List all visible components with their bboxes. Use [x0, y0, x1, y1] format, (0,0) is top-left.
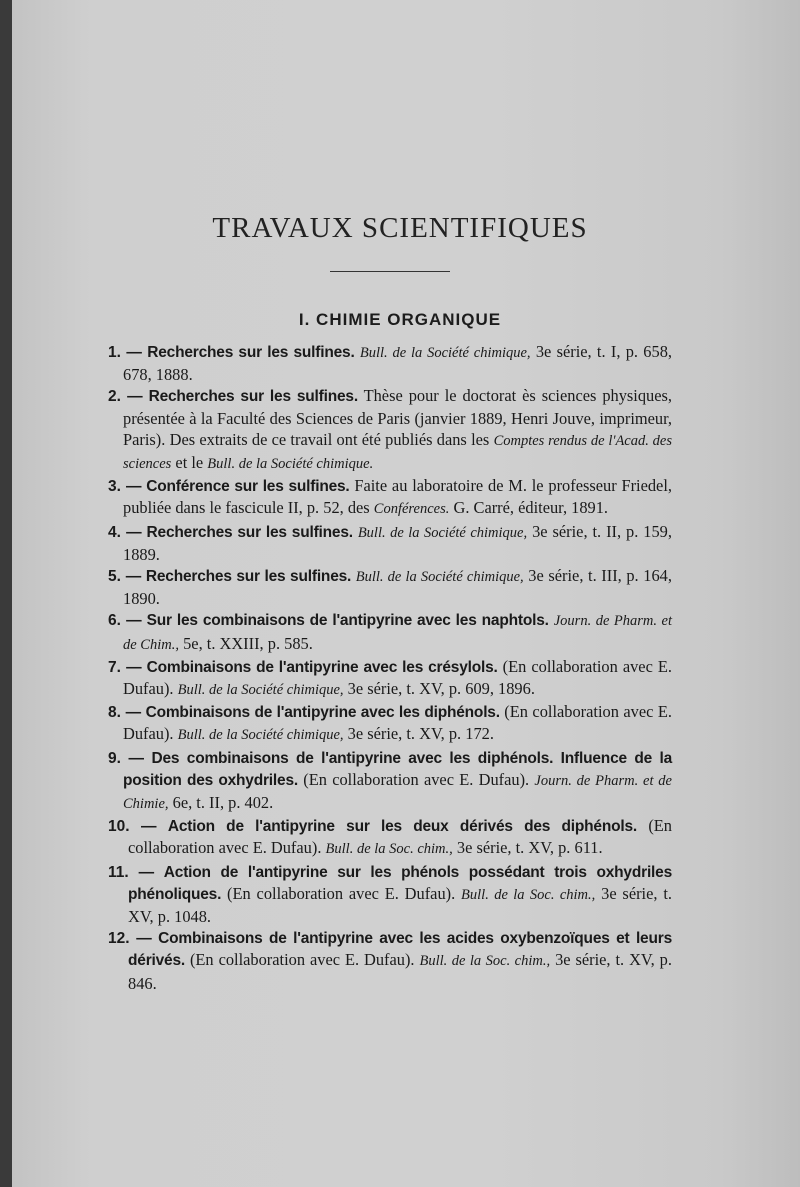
entry-text: (En collaboration avec E. Dufau). — [227, 883, 456, 903]
entry-reference: et le — [175, 453, 204, 473]
entry-title: Combinaisons de l'antipyrine avec les diphénols. — [145, 704, 500, 722]
entry-title: Sur les combinaisons de l'antipyrine avec les naphtols. — [146, 612, 549, 630]
entry-journal: Bull. de la Société chimique, — [357, 524, 528, 541]
entry-reference: 6e, t. II, p. 402. — [172, 793, 274, 813]
entry-journal: Bull. de la Société chimique, — [355, 569, 524, 586]
document-page — [12, 0, 800, 1187]
entry-number: 5. — — [108, 568, 142, 586]
entry-journal: Bull. de la Société chimique, — [177, 727, 344, 744]
entry-reference: 3e série, t. XV, p. 609, 1896. — [347, 679, 535, 699]
entry-reference: 3e série, t. XV, p. 172. — [347, 724, 494, 744]
entry-title: Combinaisons de l'antipyrine avec les crésylols. — [146, 658, 498, 676]
entry-reference: 3e série, t. XV, p. 611. — [456, 838, 603, 858]
entry-journal: Bull. de la Soc. chim., — [419, 953, 551, 970]
publication-entry-12 — [108, 927, 672, 994]
entry-journal: Bull. de la Société chimique, — [359, 345, 531, 361]
entry-text: (En collaboration avec E. Dufau). — [189, 950, 415, 970]
entry-text: (En collaboration avec E. Dufau). — [303, 769, 530, 789]
entry-journal: Journ. de Pharm. et de Chim., — [123, 613, 672, 653]
entry-reference: 3e série, t. I, p. 658, 678, 1888. — [123, 342, 672, 385]
entry-journal: Comptes rendus de l'Acad. des sciences — [123, 432, 672, 473]
entry-journal: Bull. de la Soc. chim., — [461, 886, 596, 903]
entry-reference: 5e, t. XXIII, p. 585. — [183, 633, 313, 653]
entry-number: 8. — — [108, 704, 142, 722]
entry-number: 9. — — [108, 749, 145, 767]
entry-reference: 3e série, t. XV, p. 1048. — [128, 883, 672, 927]
publication-entry-3 — [108, 475, 672, 520]
publication-entry-1 — [108, 341, 672, 385]
entry-reference: G. Carré, éditeur, 1891. — [453, 498, 609, 518]
publication-entry-7 — [108, 656, 672, 701]
section-heading: I. CHIMIE ORGANIQUE — [298, 310, 502, 329]
title-divider — [330, 271, 450, 272]
entry-journal: Bull. de la Soc. chim., — [325, 841, 453, 858]
publication-list — [108, 341, 672, 994]
entry-number: 2. — — [108, 388, 143, 406]
entry-journal: Journ. de Pharm. et de Chimie, — [123, 772, 672, 813]
entry-reference: 3e série, t. II, p. 159, 1889. — [123, 521, 672, 564]
entry-text: (En collaboration avec E. Dufau). — [128, 816, 672, 858]
entry-number: 4. — — [108, 523, 142, 541]
page-title: TRAVAUX SCIENTIFIQUES — [212, 212, 588, 244]
publication-entry-2 — [108, 385, 672, 475]
publication-entry-9 — [108, 747, 672, 816]
entry-title: Combinaisons de l'antipyrine avec les acides oxybenzoïques et leurs dérivés. — [128, 930, 672, 970]
entry-text: Faite au laboratoire de M. le professeur Friedel, publiée dans le fascicule II, p. 52, des — [123, 476, 672, 518]
entry-number: 11. — — [108, 863, 155, 881]
entry-title: Recherches sur les sulfines. — [146, 523, 353, 541]
entry-number: 10. — — [108, 818, 157, 836]
entry-reference: 3e série, t. XV, p. 846. — [128, 950, 672, 993]
entry-title: Des combinaisons de l'antipyrine avec les diphénols. Influence de la position des oxhydriles. — [123, 749, 672, 789]
entry-journal: Conférences. — [373, 501, 450, 518]
entry-text: (En collaboration avec E. Dufau). — [123, 656, 672, 699]
publication-entry-4 — [108, 521, 672, 565]
entry-title: Recherches sur les sulfines. — [148, 388, 358, 406]
entry-title: Recherches sur les sulfines. — [145, 568, 352, 586]
publication-entry-6 — [108, 609, 672, 655]
entry-number: 3. — — [108, 478, 142, 496]
publication-entry-5 — [108, 565, 672, 609]
entry-number: 12. — — [108, 930, 152, 948]
entry-number: 6. — — [108, 612, 142, 630]
entry-text: Thèse pour le doctorat ès sciences physiques, présentée à la Faculté des Sciences de Paris (janvier 1889, Henri Jouve, imprimeur, Paris). Des extraits de ce travail ont été publiés dans les — [123, 386, 672, 449]
entry-title: Action de l'antipyrine sur les deux dérivés des diphénols. — [167, 818, 638, 836]
publication-entry-11 — [108, 861, 672, 928]
entry-journal-secondary: Bull. de la Société chimique. — [207, 456, 374, 473]
publication-entry-8 — [108, 701, 672, 746]
entry-title: Conférence sur les sulfines. — [146, 478, 350, 496]
entry-number: 7. — — [108, 658, 142, 676]
entry-journal: Bull. de la Société chimique, — [177, 682, 344, 699]
entry-reference: 3e série, t. III, p. 164, 1890. — [123, 566, 672, 609]
entry-title: Recherches sur les sulfines. — [147, 344, 355, 361]
entry-title: Action de l'antipyrine sur les phénols possédant trois oxhydriles phénoliques. — [128, 863, 672, 903]
entry-number: 1. — — [108, 344, 142, 361]
entry-text: (En collaboration avec E. Dufau). — [123, 702, 672, 744]
publication-entry-10 — [108, 815, 672, 860]
